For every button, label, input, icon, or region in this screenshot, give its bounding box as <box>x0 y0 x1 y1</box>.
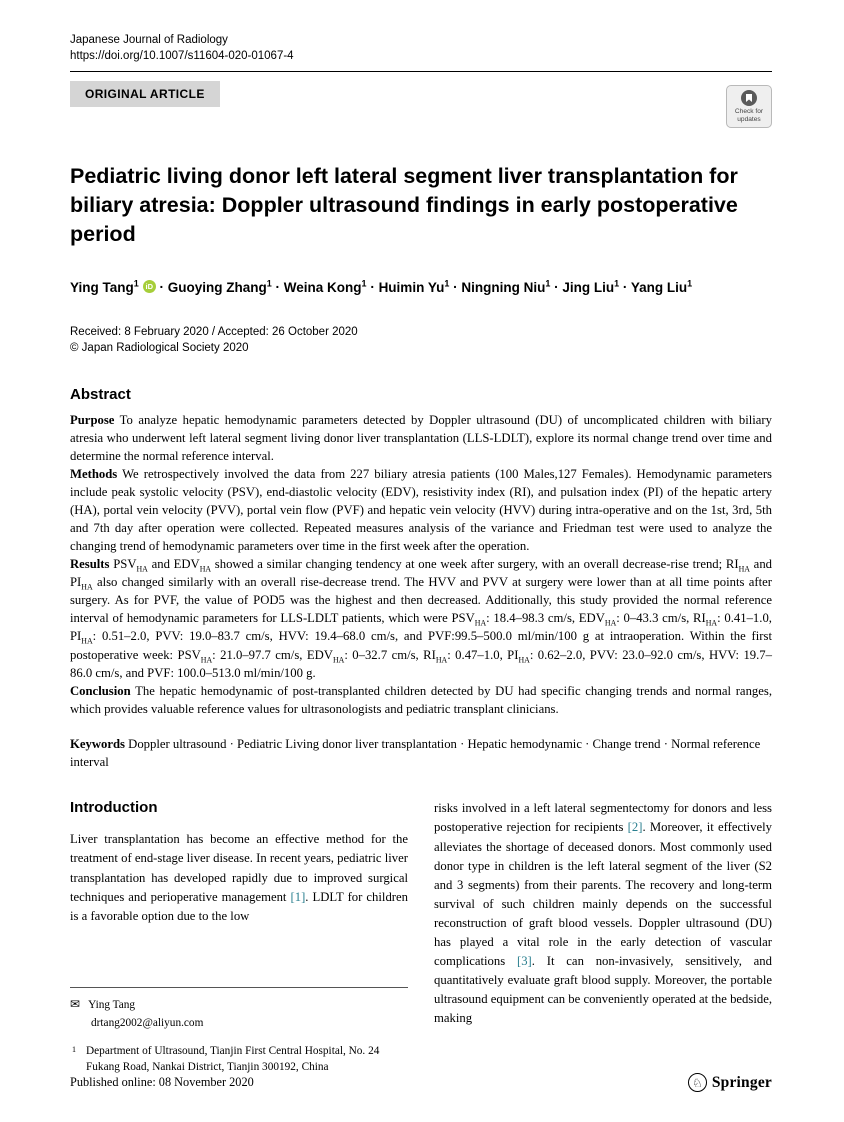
abstract-methods: Methods We retrospectively involved the data from 227 biliary atresia patients (100 Males,127 Females). Hemodynamic parameters include peak systolic velocity (PSV), end-diastolic velocity (EDV), resistivity index (RI), and pulsation index (PI) of the hepatic artery (HA), portal vein velocity (PVV), portal vein flow (PVF) and hepatic vein velocity (HVV) during intra-operative and on the 1st, 3rd, 5th and 7th day after operation were collected. Repeated measures analysis of the variance and Friedman test were used to analyze the changing trend of hemodynamic parameters over time in the first week after the operation. <box>70 467 772 554</box>
page-footer <box>70 1073 772 1092</box>
author-name: Yang Liu$^1$ <box>630 278 693 295</box>
author-separator: · <box>271 279 284 295</box>
abstract-results: Results $PSV_{HA}$ and $EDV_{HA}$ showed a similar changing tendency at one week after surgery, with an overall decrease-rise trend; $RI_{HA}$ and $PI_{HA}$ also changed similarly with an overall rise-decrease trend. The HVV and PVV at surgery were lower than at all time points after surgery. As for PVF, the value of POD5 was the highest and then decreased. Additionally, this study provided the normal reference interval of hemodynamic parameters for LLS-LDLT patients, which were $PSV_{HA}$: 18.4–98.3 cm/s, $EDV_{HA}$: 0–43.3 cm/s, $RI_{HA}$: 0.41–1.0, $PI_{HA}$: 0.51–2.0, PVV: 19.0–83.7 cm/s, HVV: 19.4–68.0 cm/s, and PVF:99.5–500.0 ml/min/100 g at intraoperation. Within the first postoperative week: $PSV_{HA}$: 21.0–97.7 cm/s, $EDV_{HA}$: 0–32.7 cm/s, $RI_{HA}$: 0.47–1.0, $PI_{HA}$: 0.62–2.0, PVV: 23.0–92.0 cm/s, HVV: 19.7–86.0 cm/s, and PVF: 100.0–513.0 ml/min/100 g. <box>70 557 773 680</box>
footnote-divider <box>70 987 408 988</box>
affiliation-line <box>70 1044 408 1076</box>
author-name: Huimin Yu$^1$ <box>378 278 450 295</box>
author-separator: · <box>550 279 563 295</box>
springer-wordmark: Springer <box>711 1073 772 1091</box>
authors-line <box>70 278 772 295</box>
journal-name: Japanese Journal of Radiology <box>70 34 228 46</box>
springer-horse-icon: ♘ <box>688 1073 707 1092</box>
orcid-icon[interactable]: iD <box>143 280 156 293</box>
correspondence-email[interactable]: drtang2002@aliyun.com <box>91 1017 204 1029</box>
body-columns <box>70 799 772 1075</box>
intro-paragraph-right: risks involved in a left lateral segmentectomy for donors and less postoperative rejection for recipients [2]. Moreover, it effectively alleviates the shortage of deceased donors. Most commonly used donor type in children is the left lateral segment of the liver (S2 and 3 segments) from their parents. The recovery and long-term survival of such children mainly depends on the successful reconstruction of graft blood vessels. Doppler ultrasound (DU) has played a vital role in the early detection of vascular complications [3]. It can non-invasively, sensitively, and quantitatively evaluate graft blood supply. Moreover, the portable ultrasound equipment can be conveniently operated at the bedside, making <box>434 801 772 1025</box>
affiliation-text: Department of Ultrasound, Tianjin First Central Hospital, No. 24 Fukang Road, Nankai District, Tianjin 300192, China <box>86 1044 380 1073</box>
page-title: Pediatric living donor left lateral segment liver transplantation for biliary atresia: Doppler ultrasound findings in early postoperative period <box>70 164 738 246</box>
citation-ref[interactable]: [3] <box>516 953 532 968</box>
crossmark-icon <box>741 90 757 106</box>
doi-link[interactable]: https://doi.org/10.1007/s11604-020-01067-4 <box>70 50 294 62</box>
author-separator: · <box>155 279 168 295</box>
author-name: Guoying Zhang$^1$ <box>167 278 272 295</box>
citation-ref[interactable]: [1] <box>290 889 306 904</box>
abstract-section <box>70 386 772 718</box>
author-separator: · <box>366 279 379 295</box>
crossmark-bookmark-glyph <box>746 94 752 102</box>
author-separator: · <box>449 279 462 295</box>
correspondence-name: Ying Tang <box>88 999 136 1012</box>
right-column <box>434 799 772 1075</box>
check-updates-label: Check for updates <box>734 108 764 124</box>
author-name: Jing Liu$^1$ <box>562 278 620 295</box>
author-name: Ying Tang$^1$ <box>70 278 139 295</box>
check-for-updates-badge[interactable] <box>726 85 772 128</box>
article-type-badge: ORIGINAL ARTICLE <box>70 81 220 107</box>
received-accepted: Received: 8 February 2020 / Accepted: 26 October 2020 <box>70 325 358 338</box>
dates-block <box>70 324 772 357</box>
abstract-purpose: Purpose To analyze hepatic hemodynamic parameters detected by Doppler ultrasound (DU) of uncomplicated children with biliary atresia who underwent left lateral segment living donor liver transplantation (LLS-LDLT), explore its normal change trend over time and determine the normal reference interval. <box>70 413 772 464</box>
author-name: Ningning Niu$^1$ <box>461 278 551 295</box>
affiliation-marker: 1 <box>72 1044 76 1054</box>
footnote-block <box>70 987 408 1075</box>
copyright-line: © Japan Radiological Society 2020 <box>70 342 249 355</box>
keywords-line: Keywords Doppler ultrasound · Pediatric Living donor liver transplantation · Hepatic hemodynamic · Change trend · Normal reference interval <box>70 736 761 770</box>
introduction-heading: Introduction <box>70 799 158 817</box>
author-separator: · <box>619 279 631 295</box>
correspondence-line <box>70 996 408 1014</box>
springer-logo <box>688 1073 772 1092</box>
header-rule <box>70 71 772 72</box>
abstract-conclusion: Conclusion The hepatic hemodynamic of post-transplanted children detected by DU had specific changing trends and normal ranges, which provides valuable reference values for ultrasonologists and pediatric transplant clinicians. <box>70 683 772 716</box>
author-name: Weina Kong$^1$ <box>283 278 367 295</box>
intro-paragraph-left: Liver transplantation has become an effective method for the treatment of end-stage liver disease. In recent years, pediatric liver transplantation has developed rapidly due to improved surgical techniques and perioperative management [1]. LDLT for children is a favorable option due to the low <box>70 832 408 923</box>
citation-ref[interactable]: [2] <box>627 820 643 835</box>
left-column <box>70 799 408 1075</box>
abstract-heading: Abstract <box>70 386 131 404</box>
envelope-icon: ✉ <box>70 997 81 1012</box>
published-online: Published online: 08 November 2020 <box>70 1075 254 1089</box>
